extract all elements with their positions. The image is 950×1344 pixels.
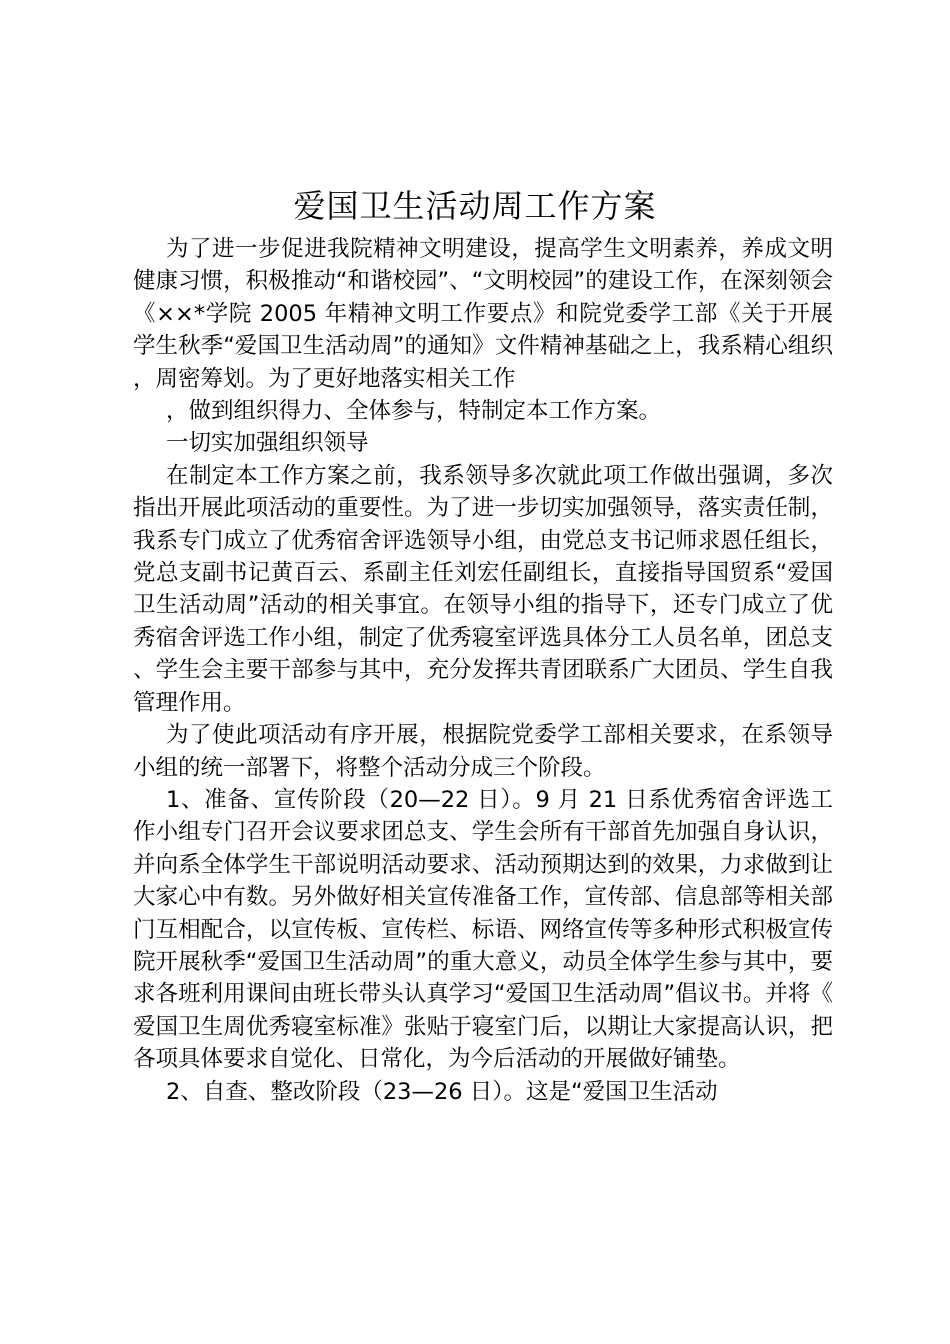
section-heading-organization: 一切实加强组织领导 xyxy=(166,430,369,457)
paragraph-stage-1: 1、准备、宣传阶段（20—22 日）。9 月 21 日系优秀宿舍评选工作小组专门召开会议要求团总支、学生会所有干部首先加强自身认识，并向系全体学生干部说明活动要求、活动预期达到的效果，力求做到让大家心中有数。另外做好相关宣传准备工作，宣传部、信息部等相关部门互相配合，以宣传板、宣传栏、标语、网络宣传等多种形式积极宣传院开展秋季“爱国卫生活动周”的重大意义，动员全体学生参与其中，要求各班利用课间由班长带头认真学习“爱国卫生活动周”倡议书。并将《爱国卫生周优秀寝室标准》张贴于寝室门后，以期让大家提高认识，把各项具体要求自觉化、日常化，为今后活动的开展做好铺垫。 xyxy=(133,786,833,1073)
paragraph-intro: 为了进一步促进我院精神文明建设，提高学生文明素养，养成文明健康习惯，积极推动“和谐校园”、“文明校园”的建设工作，在深刻领会《××*学院 2005 年精神文明工作要点》和院党委学工部《关于开展学生秋季“爱国卫生活动周”的通知》文件精神基础之上，我系精心组织，周密筹划。为了更好地落实相关工作 xyxy=(133,236,833,392)
document-title: 爱国卫生活动周工作方案 xyxy=(293,187,657,225)
paragraph-intro-continued: ，做到组织得力、全体参与，特制定本工作方案。 xyxy=(166,398,662,425)
paragraph-organization: 在制定本工作方案之前，我系领导多次就此项工作做出强调，多次指出开展此项活动的重要性。为了进一步切实加强领导，落实责任制，我系专门成立了优秀宿舍评选领导小组，由党总支书记师求恩任组长，党总支副书记黄百云、系副主任刘宏任副组长，直接指导国贸系“爱国卫生活动周”活动的相关事宜。在领导小组的指导下，还专门成立了优秀宿舍评选工作小组，制定了优秀寝室评选具体分工人员名单，团总支、学生会主要干部参与其中，充分发挥共青团联系广大团员、学生自我管理作用。 xyxy=(133,462,833,716)
document-body xyxy=(133,233,833,1108)
paragraph-stage-2: 2、自查、整改阶段（23—26 日）。这是“爱国卫生活动 xyxy=(166,1078,718,1105)
paragraph-stages-intro: 为了使此项活动有序开展，根据院党委学工部相关要求，在系领导小组的统一部署下，将整个活动分成三个阶段。 xyxy=(133,722,833,781)
